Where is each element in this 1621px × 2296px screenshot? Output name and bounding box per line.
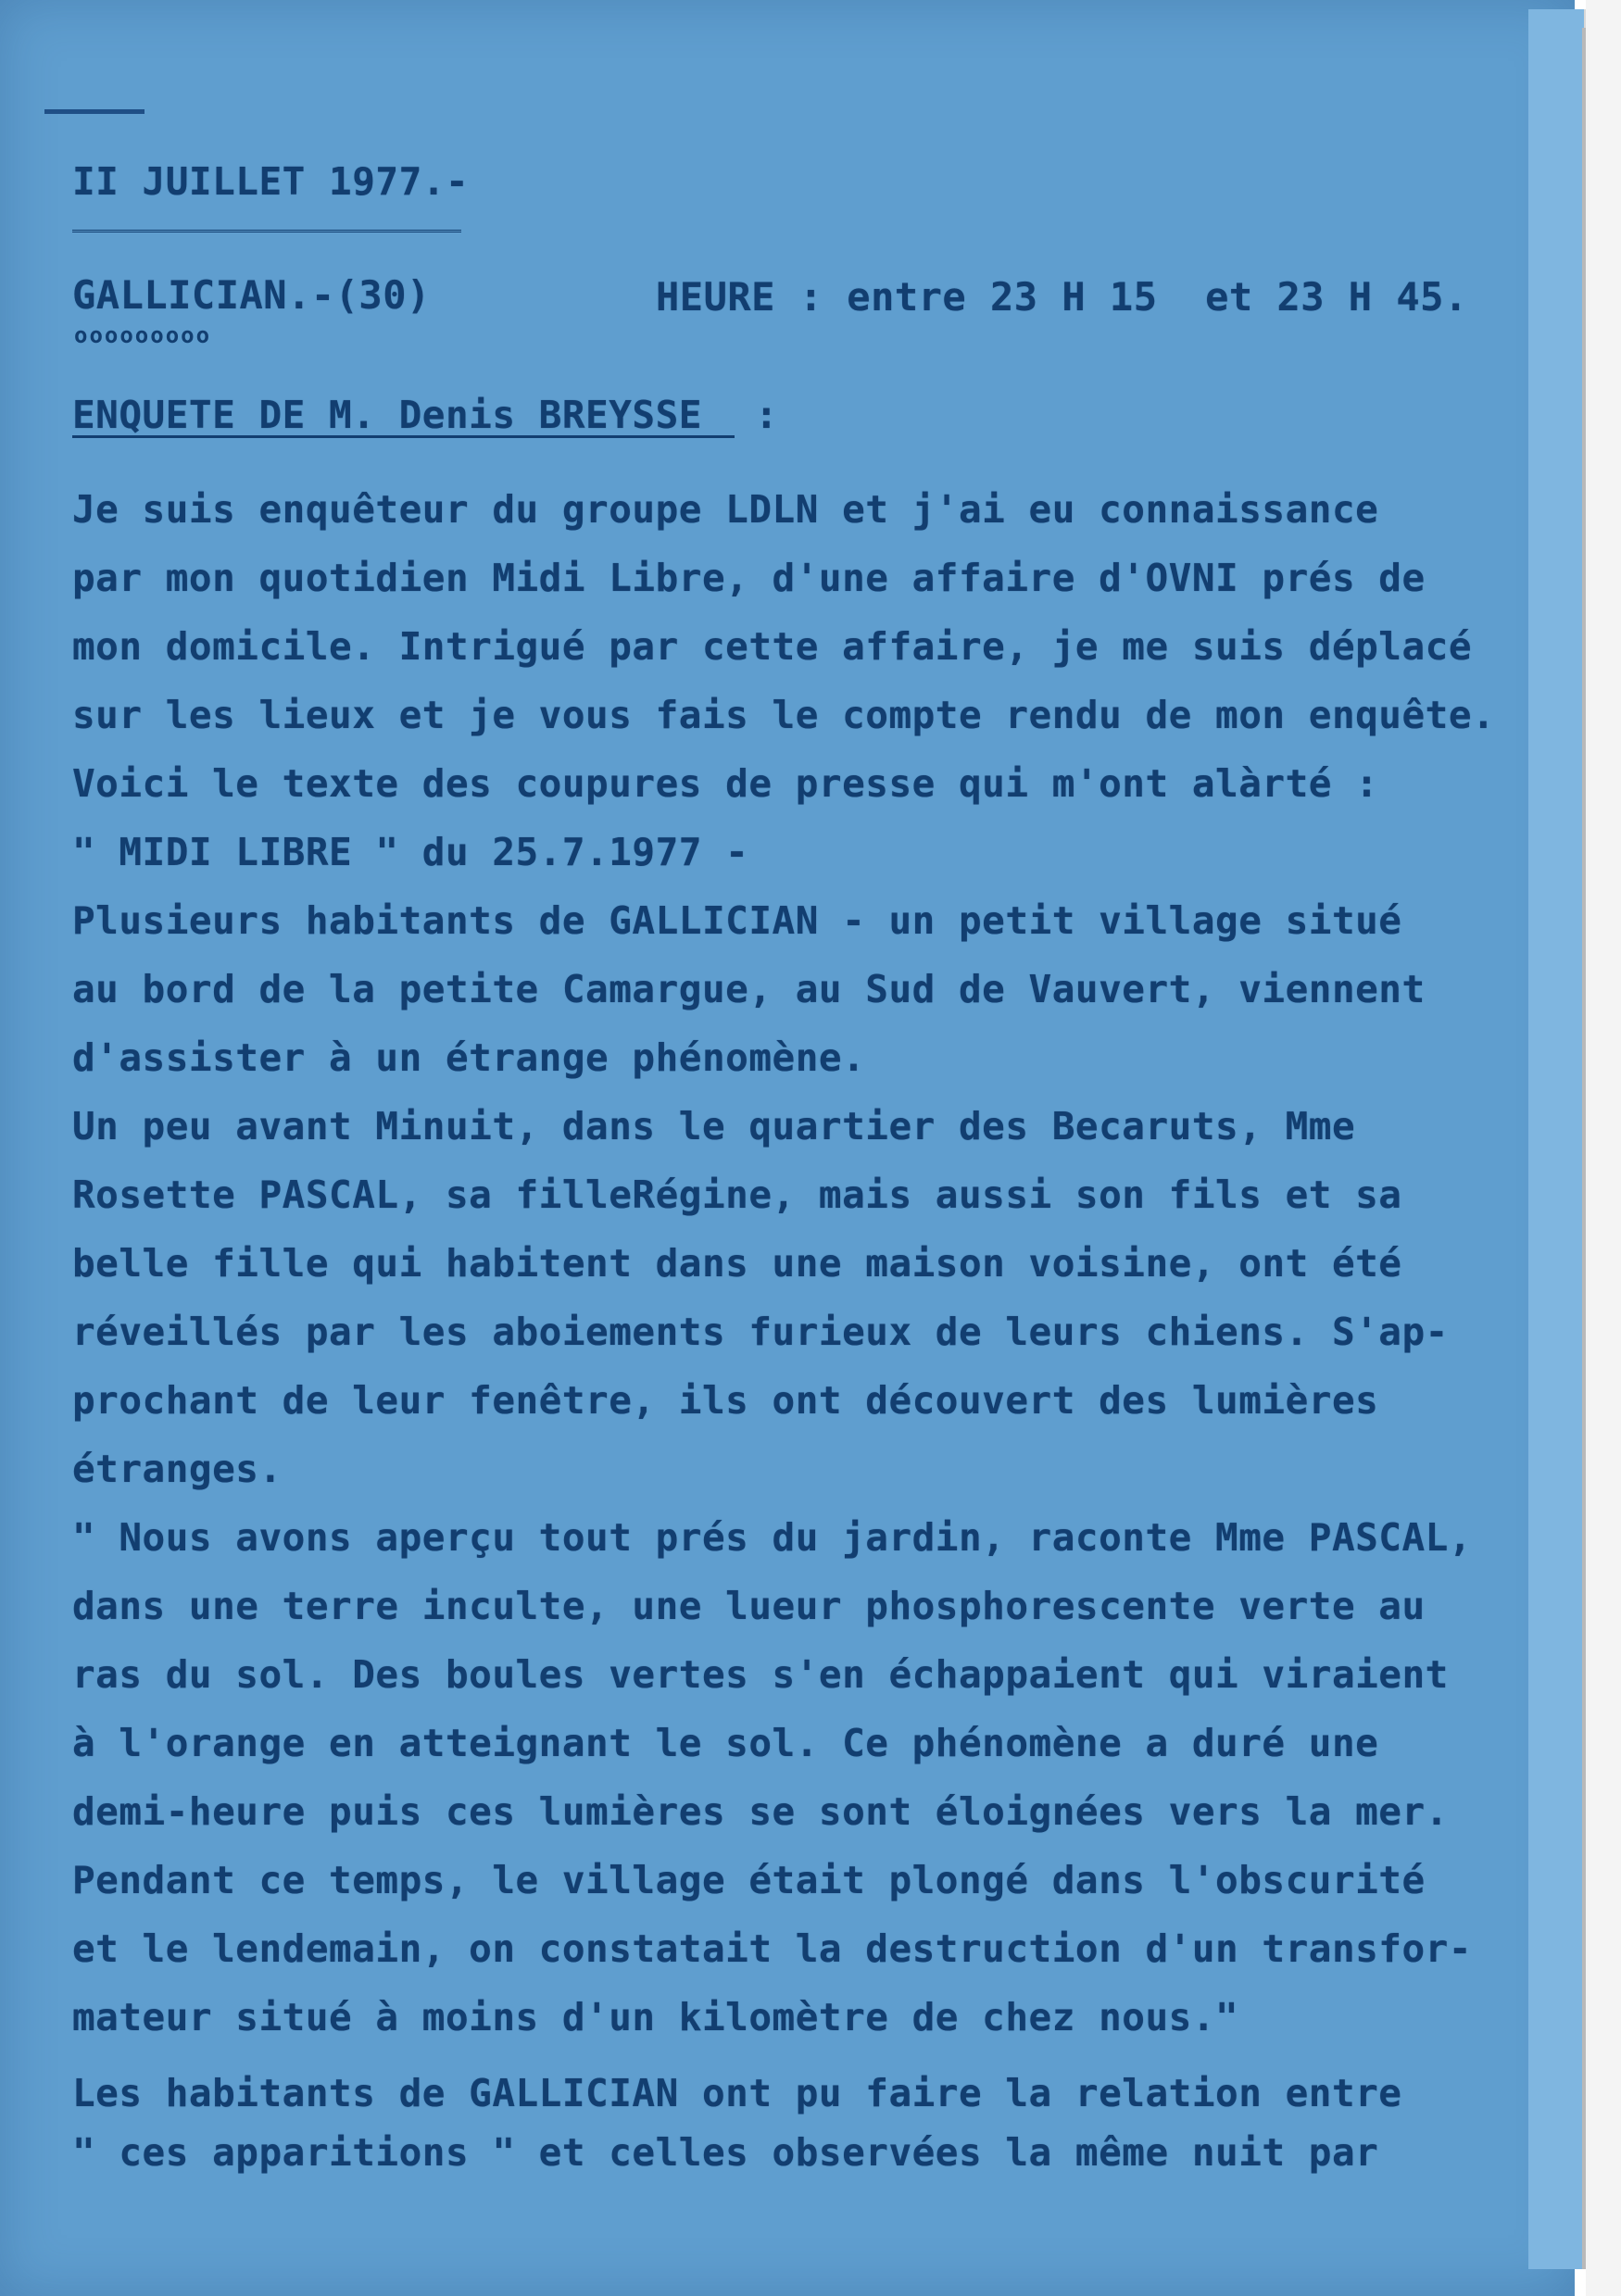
- body-line: étranges.: [72, 1447, 283, 1491]
- body-line: par mon quotidien Midi Libre, d'une affaire d'OVNI prés de: [72, 556, 1426, 600]
- document-date: II JUILLET 1977.-: [72, 159, 470, 204]
- location-underline: ooooooooo: [74, 322, 212, 348]
- body-line: ras du sol. Des boules vertes s'en échappaient qui viraient: [72, 1652, 1449, 1697]
- scan-margin: [1586, 0, 1621, 2296]
- body-line: et le lendemain, on constatait la destruction d'un transfor-: [72, 1926, 1473, 1971]
- inquiry-title: ENQUETE DE M. Denis BREYSSE: [72, 393, 702, 437]
- body-line: au bord de la petite Camargue, au Sud de Vauvert, viennent: [72, 967, 1426, 1011]
- location: GALLICIAN.-(30): [72, 272, 431, 318]
- body-line: réveillés par les aboiements furieux de leurs chiens. S'ap-: [72, 1310, 1449, 1354]
- body-line: " MIDI LIBRE " du 25.7.1977 -: [72, 830, 749, 874]
- body-line: mateur situé à moins d'un kilomètre de chez nous.": [72, 1995, 1239, 2039]
- inquiry-colon: :: [755, 393, 779, 437]
- body-line: à l'orange en atteignant le sol. Ce phénomène a duré une: [72, 1721, 1379, 1765]
- body-line: dans une terre inculte, une lueur phosphorescente verte au: [72, 1584, 1426, 1628]
- body-line: Voici le texte des coupures de presse qui m'ont alàrté :: [72, 761, 1379, 806]
- body-line: demi-heure puis ces lumières se sont éloignées vers la mer.: [72, 1789, 1449, 1834]
- top-dash-mark: [44, 109, 145, 114]
- body-line: belle fille qui habitent dans une maison voisine, ont été: [72, 1241, 1402, 1286]
- date-underline: [72, 230, 461, 236]
- body-line: sur les lieux et je vous fais le compte rendu de mon enquête.: [72, 693, 1496, 737]
- body-line: Rosette PASCAL, sa filleRégine, mais aussi son fils et sa: [72, 1173, 1402, 1217]
- body-line: Un peu avant Minuit, dans le quartier des Becaruts, Mme: [72, 1104, 1356, 1148]
- body-line: Les habitants de GALLICIAN ont pu faire la relation entre: [72, 2071, 1402, 2115]
- body-line: mon domicile. Intrigué par cette affaire, je me suis déplacé: [72, 624, 1473, 669]
- body-line: d'assister à un étrange phénomène.: [72, 1035, 866, 1080]
- body-line: Plusieurs habitants de GALLICIAN - un petit village situé: [72, 898, 1402, 943]
- body-line: " ces apparitions " et celles observées la même nuit par: [72, 2130, 1379, 2175]
- inquiry-title-underline: [72, 435, 735, 438]
- body-line: prochant de leur fenêtre, ils ont découvert des lumières: [72, 1378, 1379, 1423]
- time-range: HEURE : entre 23 H 15 et 23 H 45.: [656, 274, 1468, 320]
- body-line: " Nous avons aperçu tout prés du jardin, raconte Mme PASCAL,: [72, 1515, 1473, 1560]
- body-line: Pendant ce temps, le village était plongé dans l'obscurité: [72, 1858, 1426, 1902]
- body-line: Je suis enquêteur du groupe LDLN et j'ai eu connaissance: [72, 487, 1379, 532]
- underlying-sheet: [1528, 9, 1587, 2269]
